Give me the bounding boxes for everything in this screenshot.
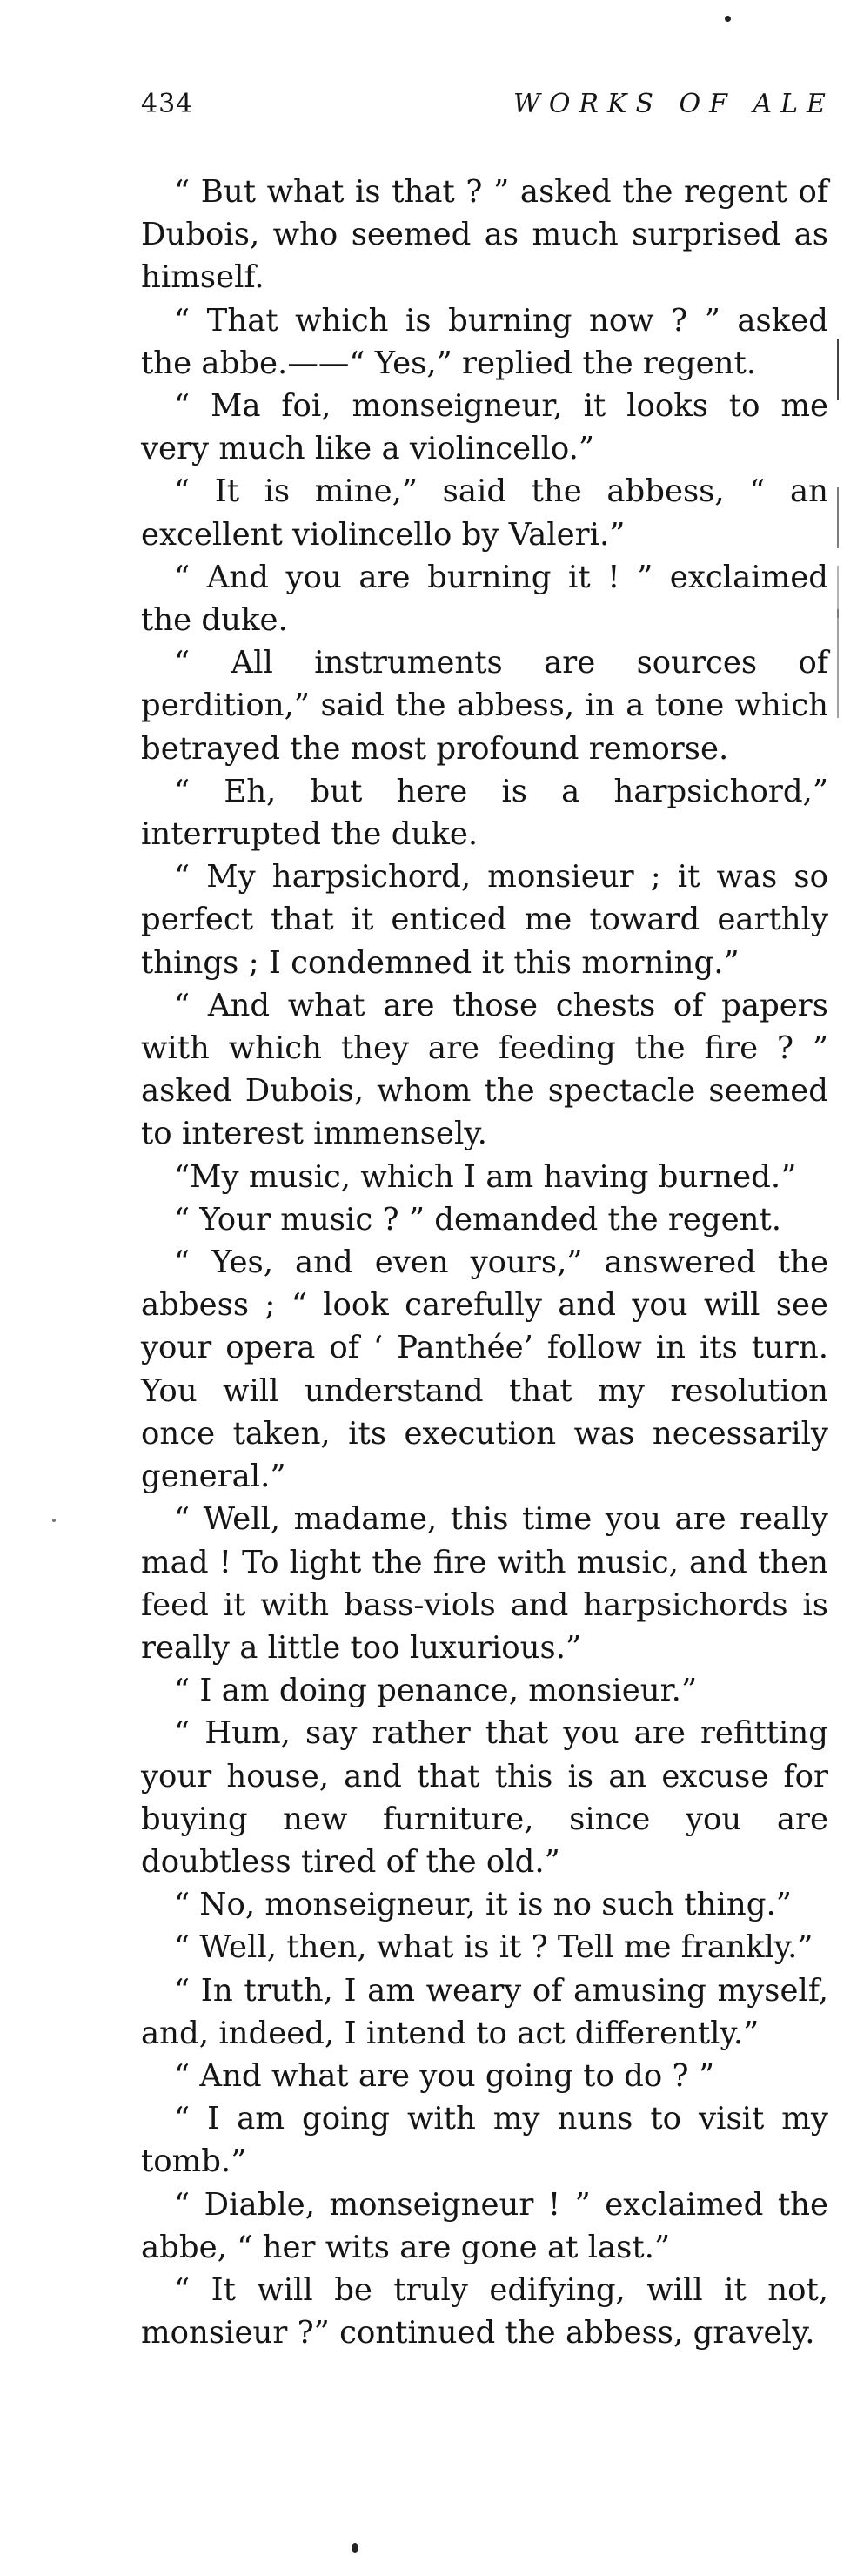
paragraph: “ Yes, and even yours,” answered the abbess ; “ look carefully and you will see your opera of ‘ Panthée’ follow in its turn. You will understand that my resolution once taken, its execution was necessarily general.” [141,1244,828,1495]
paragraph: “ Well, then, what is it ? Tell me frankly.” [174,1929,813,1966]
paragraph: “ I am going with my nuns to visit my tomb.” [141,2101,828,2180]
paragraph: “ It will be truly edifying, will it not, monsieur ?” continued the abbess, gravely. [141,2271,828,2351]
paragraph: “ Eh, but here is a harpsichord,” interrupted the duke. [141,773,828,853]
paragraph: “ All instruments are sources of perdition,” said the abbess, in a tone which betrayed the most profound remorse. [141,645,828,767]
ink-speck [52,1519,56,1522]
paragraph: “ No, monseigneur, it is no such thing.” [174,1887,792,1923]
margin-rule [837,339,839,400]
margin-rule [837,609,839,718]
paragraph: “ Hum, say rather that you are refitting your house, and that this is an excuse for buying new furniture, since you are doubtless tired of the old.” [141,1715,828,1880]
page-number: 434 [141,89,194,119]
margin-rule [837,487,839,548]
paragraph: “ Diable, monseigneur ! ” exclaimed the abbe, “ her wits are gone at last.” [141,2186,828,2265]
ink-speck [352,2543,358,2553]
paragraph: “ That which is burning now ? ” asked the abbe.——“ Yes,” replied the regent. [141,302,828,381]
running-head: WORKS OF ALE [513,89,834,119]
paragraph: “ And what are those chests of papers with which they are feeding the fire ? ” asked Dubois, whom the spectacle seemed to interest immensely. [141,987,828,1152]
paragraph: “ In truth, I am weary of amusing myself, and, indeed, I intend to act differently.” [141,1972,828,2051]
ink-speck [725,16,731,22]
paragraph: “My music, which I am having burned.” [174,1158,797,1195]
paragraph: “ But what is that ? ” asked the regent of Dubois, who seemed as much surprised as himself. [141,174,828,296]
paragraph: “ Your music ? ” demanded the regent. [174,1201,782,1238]
paragraph: “ And what are you going to do ? ” [174,2057,715,2094]
paragraph: “ My harpsichord, monsieur ; it was so perfect that it enticed me toward earthly things ; I condemned it this morning.” [141,859,828,981]
body-text [141,171,828,2354]
paragraph: “ I am doing penance, monsieur.” [174,1673,698,1709]
paragraph: “ And you are burning it ! ” exclaimed the duke. [141,559,828,639]
paragraph: “ Ma foi, monseigneur, it looks to me very much like a violincello.” [141,388,828,467]
paragraph: “ Well, madame, this time you are really mad ! To light the fire with music, and then feed it with bass-viols and harpsichords is really a little too luxurious.” [141,1501,828,1666]
paragraph: “ It is mine,” said the abbess, “ an excellent violincello by Valeri.” [141,473,828,553]
